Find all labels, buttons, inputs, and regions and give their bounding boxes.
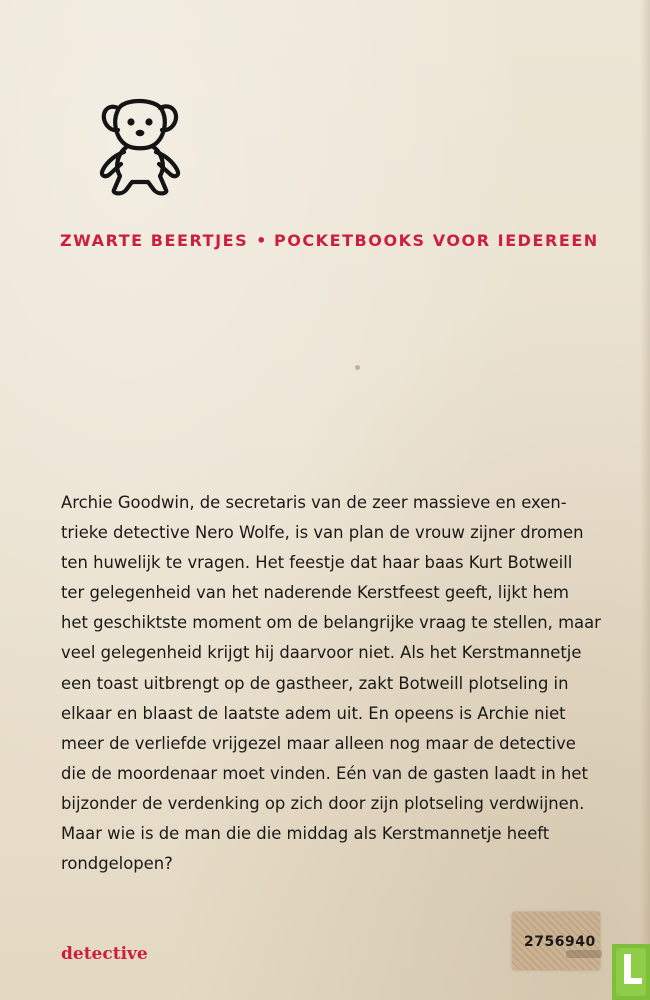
genre-label: detective	[61, 944, 148, 964]
blurb-line: bijzonder de verdenking op zich door zijn plotseling verdwijnen.	[61, 793, 585, 813]
blurb-line: elkaar en blaast de laatste adem uit. En opeens is Archie niet	[61, 703, 566, 723]
corner-mark-inner	[616, 948, 646, 996]
series-tagline: POCKETBOOKS VOOR IEDEREEN	[273, 231, 599, 250]
sticker-smudge	[566, 950, 602, 958]
blurb-text	[61, 488, 617, 879]
blurb-line: veel gelegenheid krijgt hij daarvoor niet. Als het Kerstmannetje	[61, 643, 582, 663]
blurb-line: die de moordenaar moet vinden. Eén van de gasten laadt in het	[61, 763, 588, 783]
blurb-line: een toast uitbrengt op de gastheer, zakt Botweill plotseling in	[61, 673, 569, 693]
blurb-line: ter gelegenheid van het naderende Kerstfeest geeft, lijkt hem	[61, 583, 569, 603]
cover-edge-shadow	[640, 0, 650, 1000]
paper-stain	[355, 365, 360, 370]
sticker-code: 2756940	[524, 934, 596, 950]
bear-logo-icon	[94, 94, 186, 198]
blurb-line: ten huwelijk te vragen. Het feestje dat haar baas Kurt Botweill	[61, 553, 573, 573]
blurb-line: meer de verliefde vrijgezel maar alleen nog maar de detective	[61, 733, 576, 753]
blurb-line: Maar wie is de man die die middag als Kerstmannetje heeft	[61, 824, 550, 844]
blurb-line: trieke detective Nero Wolfe, is van plan de vrouw zijner dromen	[61, 523, 584, 543]
blurb-line: Archie Goodwin, de secretaris van de zeer massieve en exen-	[61, 493, 567, 512]
corner-mark-foot	[624, 978, 642, 984]
blurb-line: rondgelopen?	[61, 854, 173, 874]
series-heading	[60, 231, 620, 250]
corner-l-mark-icon	[612, 944, 650, 1000]
separator-bullet: •	[256, 231, 268, 250]
series-name: ZWARTE BEERTJES	[60, 231, 249, 250]
blurb-line: het geschiktste moment om de belangrijke vraag te stellen, maar	[61, 613, 601, 633]
